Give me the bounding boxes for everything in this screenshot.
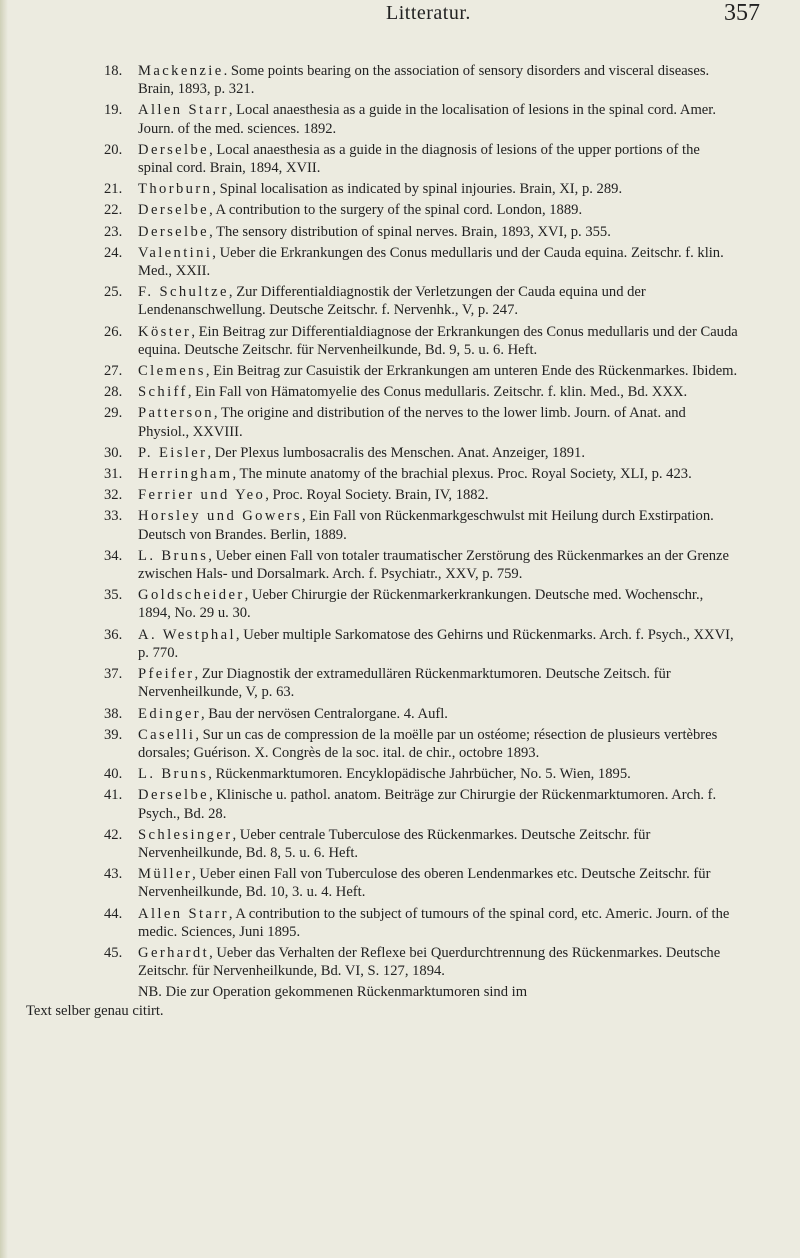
reference-entry	[0, 141, 738, 177]
reference-author: Derselbe	[138, 787, 210, 804]
reference-text: , Bau der nervösen Centralorgane. 4. Aufl.	[201, 705, 448, 722]
reference-text: , A contribution to the subject of tumours of the spinal cord, etc. Americ. Journ. of the medic. Sciences, Juni 1895.	[138, 905, 730, 940]
reference-number: 23.	[104, 223, 123, 240]
reference-text: , Ueber multiple Sarkomatose des Gehirns und Rückenmarks. Arch. f. Psych., XXVI, p. 770.	[138, 626, 734, 661]
reference-number: 41.	[104, 787, 123, 804]
running-title: Litteratur.	[386, 2, 471, 24]
reference-entry	[0, 62, 738, 98]
reference-text: , Ein Beitrag zur Differentialdiagnose der Erkrankungen des Conus medullaris und der Cauda equina. Deutsche Zeitschr. für Nervenheilkunde, Bd. 9, 5. u. 6. Heft.	[138, 323, 738, 358]
reference-number: 42.	[104, 826, 123, 843]
reference-author: P. Eisler	[138, 444, 208, 461]
reference-number: 29.	[104, 405, 123, 422]
page-number: 357	[724, 0, 760, 26]
reference-author: Gerhardt	[138, 944, 210, 961]
reference-number: 35.	[104, 587, 123, 604]
reference-number: 24.	[104, 244, 123, 261]
reference-entry	[0, 547, 738, 583]
reference-number: 25.	[104, 284, 123, 301]
reference-text: , Klinische u. pathol. anatom. Beiträge zur Chirurgie der Rückenmarktumoren. Arch. f. Psych., Bd. 28.	[138, 787, 717, 822]
reference-number: 18.	[104, 63, 123, 79]
reference-text: , Ueber das Verhalten der Reflexe bei Querdurchtrennung des Rückenmarkes. Deutsche Zeitschr. für Nervenheilkunde, Bd. VI, S. 127, 1894.	[138, 944, 721, 980]
reference-entry	[0, 404, 738, 440]
reference-text: , The origine and distribution of the nerves to the lower limb. Journ. of Anat. and Physiol., XXVIII.	[138, 405, 686, 440]
reference-text: , Ueber centrale Tuberculose des Rückenmarkes. Deutsche Zeitschr. für Nervenheilkunde, Bd. 8, 5. u. 6. Heft.	[138, 826, 651, 861]
reference-text: , Zur Diagnostik der extramedullären Rückenmarktumoren. Deutsche Zeitsch. für Nervenheilkunde, V, p. 63.	[138, 666, 671, 701]
reference-author: Schiff	[138, 384, 188, 401]
reference-number: 27.	[104, 363, 123, 380]
reference-number: 36.	[104, 626, 123, 643]
reference-entry	[0, 786, 738, 822]
reference-entry	[0, 323, 738, 359]
reference-author: Pfeifer	[138, 666, 195, 683]
reference-author: F. Schultze	[138, 284, 229, 301]
reference-entry	[0, 865, 738, 901]
reference-list	[0, 62, 800, 1020]
reference-entry	[0, 362, 738, 380]
reference-number: 21.	[104, 181, 123, 198]
reference-number: 34.	[104, 547, 123, 564]
reference-author: Allen Starr	[138, 905, 229, 922]
reference-number: 45.	[104, 944, 123, 961]
reference-entry	[0, 905, 738, 941]
reference-text: , Local anaesthesia as a guide in the diagnosis of lesions of the upper portions of the spinal cord. Brain, 1894, XVII.	[138, 141, 700, 177]
reference-author: L. Bruns	[138, 547, 209, 564]
reference-entry	[0, 665, 738, 701]
reference-text: , Ueber einen Fall von Tuberculose des oberen Lendenmarkes etc. Deutsche Zeitschr. für Nervenheilkunde, Bd. 10, 3. u. 4. Heft.	[138, 866, 711, 901]
reference-number: 22.	[104, 202, 123, 219]
note-line-1: NB. Die zur Operation gekommenen Rückenmarktumoren sind im	[138, 984, 528, 1001]
reference-author: Köster	[138, 323, 192, 340]
reference-author: Horsley und Gowers	[138, 508, 302, 525]
reference-text: , Sur un cas de compression de la moëlle par un ostéome; résection de plusieurs vertèbres dorsales; Guérison. X. Congrès de la soc. ital. de chir., octobre 1893.	[138, 726, 718, 761]
reference-author: A. Westphal	[138, 626, 236, 643]
reference-number: 26.	[104, 323, 123, 340]
reference-entry	[0, 826, 738, 862]
reference-text: , Ueber einen Fall von totaler traumatischer Zerstörung des Rückenmarkes an der Grenze zwischen Hals- und Dorsalmark. Arch. f. Psychiatr., XXV, p. 759.	[138, 547, 729, 583]
reference-entry	[0, 765, 738, 783]
page-header	[0, 2, 800, 32]
reference-author: Müller	[138, 866, 193, 883]
reference-number: 30.	[104, 444, 123, 461]
reference-author: Derselbe	[138, 202, 210, 219]
reference-number: 43.	[104, 866, 123, 883]
reference-text: , Proc. Royal Society. Brain, IV, 1882.	[265, 487, 489, 504]
reference-text: , Ein Fall von Hämatomyelie des Conus medullaris. Zeitschr. f. klin. Med., Bd. XXX.	[187, 384, 688, 401]
reference-number: 44.	[104, 905, 123, 922]
reference-number: 32.	[104, 487, 123, 504]
reference-author: L. Bruns	[138, 766, 209, 783]
reference-author: Thorburn	[138, 181, 213, 198]
reference-text: , Der Plexus lumbosacralis des Menschen. Anat. Anzeiger, 1891.	[207, 444, 585, 461]
reference-entry	[0, 223, 738, 241]
reference-text: , Ein Beitrag zur Casuistik der Erkrankungen am unteren Ende des Rückenmarkes. Ibidem.	[205, 363, 738, 380]
reference-text: . Some points bearing on the association of sensory disorders and visceral diseases. Brain, 1893, p. 321.	[138, 63, 710, 98]
reference-author: Goldscheider	[138, 587, 245, 604]
reference-text: , Zur Differentialdiagnostik der Verletzungen der Cauda equina und der Lendenanschwellung. Deutsche Zeitschr. f. Nervenhk., V, p. 247.	[138, 284, 646, 319]
reference-number: 39.	[104, 726, 123, 743]
reference-number: 40.	[104, 766, 123, 783]
reference-text: , Rückenmarktumoren. Encyklopädische Jahrbücher, No. 5. Wien, 1895.	[208, 766, 631, 783]
reference-number: 20.	[104, 141, 123, 158]
reference-text: , Spinal localisation as indicated by spinal injouries. Brain, XI, p. 289.	[212, 181, 623, 198]
note-line-2: Text selber genau citirt.	[26, 1002, 164, 1019]
reference-author: Allen Starr	[138, 102, 229, 119]
reference-entry	[0, 101, 738, 137]
reference-entry	[0, 444, 738, 462]
reference-entry	[0, 283, 738, 319]
reference-text: , Ueber Chirurgie der Rückenmarkerkrankungen. Deutsche med. Wochenschr., 1894, No. 29 u. 30.	[138, 587, 704, 622]
reference-number: 19.	[104, 102, 123, 119]
reference-entry	[0, 586, 738, 622]
reference-entry	[0, 465, 738, 483]
reference-number: 33.	[104, 508, 123, 525]
reference-author: Schlesinger	[138, 826, 233, 843]
reference-text: , The sensory distribution of spinal nerves. Brain, 1893, XVI, p. 355.	[209, 223, 611, 240]
reference-author: Derselbe	[138, 141, 210, 158]
reference-text: , Ueber die Erkrankungen des Conus medullaris und der Cauda equina. Zeitschr. f. klin. Med., XXII.	[138, 244, 724, 280]
reference-entry	[0, 626, 738, 662]
reference-entry	[0, 944, 738, 980]
reference-number: 28.	[104, 384, 123, 401]
reference-author: Edinger	[138, 705, 201, 722]
reference-number: 37.	[104, 666, 123, 683]
reference-number: 31.	[104, 466, 123, 483]
reference-text: , The minute anatomy of the brachial plexus. Proc. Royal Society, XLI, p. 423.	[232, 466, 692, 483]
reference-author: Patterson	[138, 405, 214, 422]
reference-text: , A contribution to the surgery of the spinal cord. London, 1889.	[209, 202, 583, 219]
reference-author: Caselli	[138, 726, 196, 743]
reference-entry	[0, 244, 738, 280]
reference-entry	[0, 507, 738, 543]
reference-entry	[0, 726, 738, 762]
reference-entry	[0, 486, 738, 504]
closing-note	[0, 983, 738, 1019]
reference-author: Mackenzie	[138, 63, 224, 79]
reference-author: Derselbe	[138, 223, 210, 240]
reference-text: , Local anaesthesia as a guide in the localisation of lesions in the spinal cord. Amer. Journ. of the med. sciences. 1892.	[138, 102, 716, 137]
reference-author: Clemens	[138, 363, 206, 380]
reference-entry	[0, 705, 738, 723]
reference-author: Herringham	[138, 466, 233, 483]
reference-number: 38.	[104, 705, 123, 722]
reference-entry	[0, 180, 738, 198]
reference-author: Valentini	[138, 244, 213, 261]
reference-author: Ferrier und Yeo	[138, 487, 266, 504]
reference-entry	[0, 201, 738, 219]
reference-text: , Ein Fall von Rückenmarkgeschwulst mit Heilung durch Exstirpation. Deutsch von Brandes. Berlin, 1889.	[138, 508, 714, 543]
reference-entry	[0, 383, 738, 401]
